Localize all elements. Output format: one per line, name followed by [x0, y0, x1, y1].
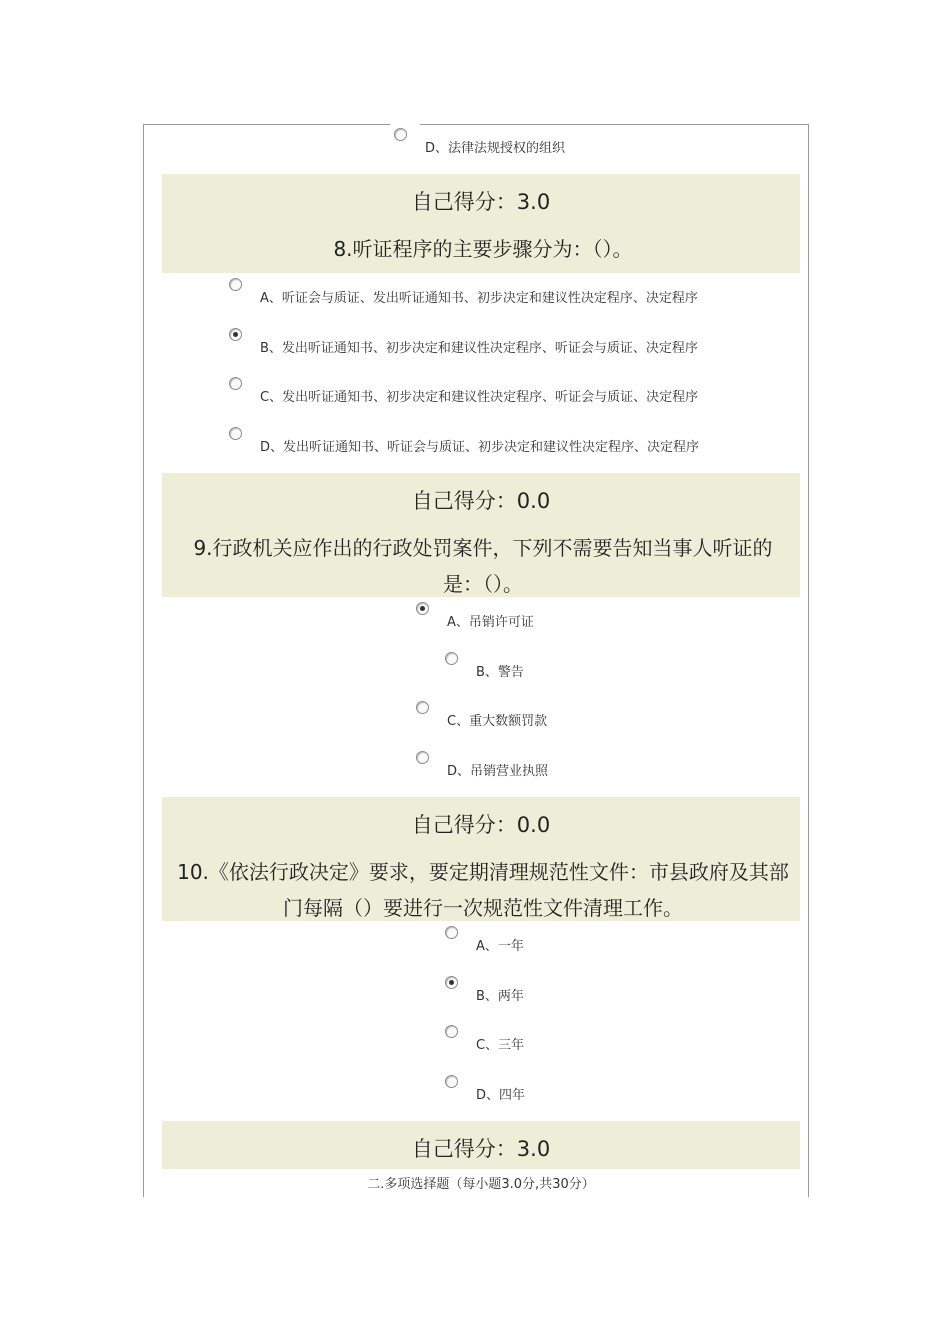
q9-option-a-label: A、吊销许可证	[447, 615, 534, 630]
q8-score: 自己得分：0.0	[411, 489, 551, 513]
q8-option-d-radio[interactable]	[229, 427, 242, 440]
q9-option-b-label: B、警告	[476, 665, 524, 680]
q8-option-a-radio[interactable]	[229, 278, 242, 291]
section2-heading: 二.多项选择题（每小题3.0分,共30分）	[367, 1177, 595, 1192]
q9-option-c-radio[interactable]	[416, 701, 429, 714]
q9-score: 自己得分：0.0	[411, 813, 551, 837]
q7-option-d-label: D、法律法规授权的组织	[425, 141, 566, 156]
q7-option-d-radio[interactable]	[394, 128, 407, 141]
q10-option-d-radio[interactable]	[445, 1075, 458, 1088]
q10-title-line2: 门每隔（）要进行一次规范性文件清理工作。	[283, 896, 683, 920]
q9-option-d-radio[interactable]	[416, 751, 429, 764]
q8-option-d-label: D、发出听证通知书、听证会与质证、初步决定和建议性决定程序、决定程序	[260, 440, 700, 455]
q8-title: 8.听证程序的主要步骤分为：（）。	[333, 237, 633, 261]
frame-gap	[390, 120, 420, 128]
q10-option-c-label: C、三年	[476, 1038, 525, 1053]
q9-option-c-label: C、重大数额罚款	[447, 714, 548, 729]
q10-option-b-label: B、两年	[476, 989, 524, 1004]
q8-option-a-label: A、听证会与质证、发出听证通知书、初步决定和建议性决定程序、决定程序	[260, 291, 698, 306]
q10-option-d-label: D、四年	[476, 1088, 526, 1103]
q9-title-line2: 是：（）。	[443, 572, 523, 596]
q8-option-c-radio[interactable]	[229, 377, 242, 390]
q10-option-b-radio[interactable]	[445, 976, 458, 989]
q8-option-c-label: C、发出听证通知书、初步决定和建议性决定程序、听证会与质证、决定程序	[260, 390, 699, 405]
q10-option-a-label: A、一年	[476, 939, 524, 954]
q8-option-b-label: B、发出听证通知书、初步决定和建议性决定程序、听证会与质证、决定程序	[260, 341, 698, 356]
q9-option-b-radio[interactable]	[445, 652, 458, 665]
q10-option-c-radio[interactable]	[445, 1025, 458, 1038]
q7-score: 自己得分：3.0	[411, 190, 551, 214]
q10-option-a-radio[interactable]	[445, 926, 458, 939]
q9-option-a-radio[interactable]	[416, 602, 429, 615]
q9-title-line1: 9.行政机关应作出的行政处罚案件，下列不需要告知当事人听证的	[193, 536, 773, 560]
q10-title-line1: 10.《依法行政决定》要求，要定期清理规范性文件：市县政府及其部	[177, 860, 789, 884]
q9-option-d-label: D、吊销营业执照	[447, 764, 549, 779]
q8-option-b-radio[interactable]	[229, 328, 242, 341]
q10-score: 自己得分：3.0	[411, 1137, 551, 1161]
